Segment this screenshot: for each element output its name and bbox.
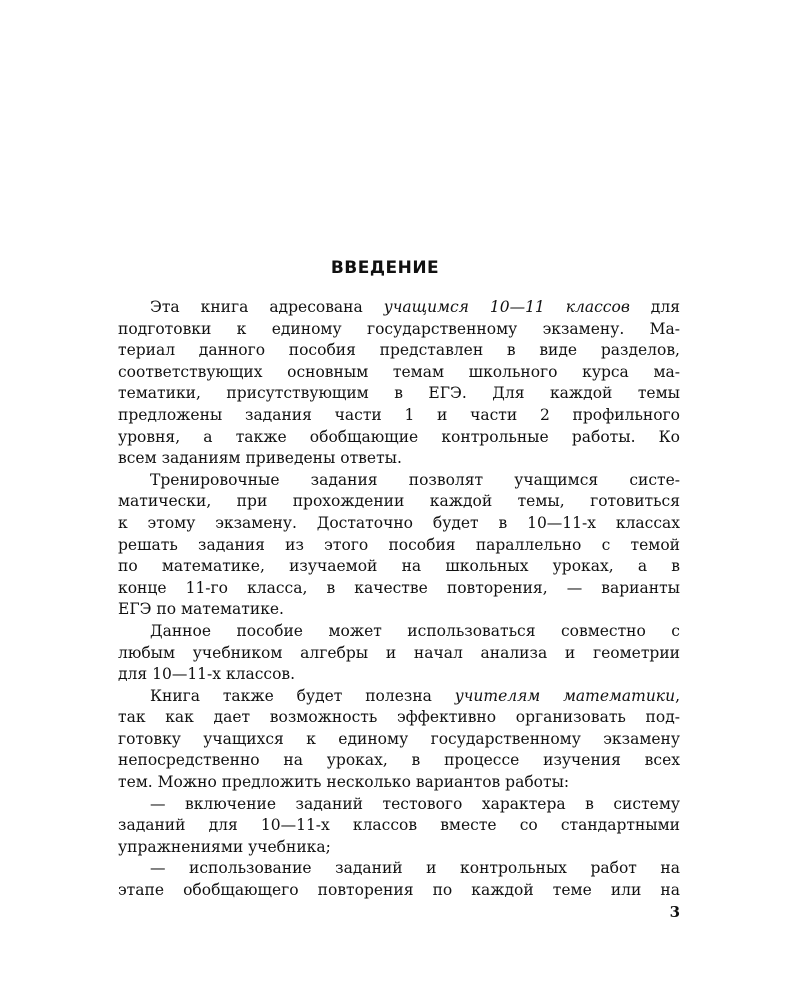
text-line [118,556,680,578]
paragraph [118,686,680,794]
text-run: уровня, а также обобщающие контрольные работы. Ко [118,427,680,446]
text-line [118,405,680,427]
text-line [118,858,680,880]
text-run: Тренировочные задания позволят учащимся систе- [150,470,680,489]
text-line [118,621,680,643]
text-run: тематики, присутствующим в ЕГЭ. Для каждой темы [118,384,680,403]
text-line [118,297,680,319]
text-run: тем. Можно предложить несколько вариантов работы: [118,773,570,792]
text-line [118,794,680,816]
text-line [118,772,680,794]
text-run: любым учебником алгебры и начал анализа и геометрии [118,643,680,662]
text-line [118,880,680,902]
text-line [118,319,680,341]
text-line [118,729,680,751]
page-number: 3 [669,903,680,921]
page-title: ВВЕДЕНИЕ [330,258,440,278]
italic-text: учащимся 10—11 классов [383,298,630,316]
paragraph [118,858,680,901]
text-run: упражнениями учебника; [118,837,331,856]
text-run: матически, при прохождении каждой темы, готовиться [118,492,680,511]
text-line [118,664,680,686]
text-run: , [675,686,680,705]
text-run: непосредственно на уроках, в процессе изучения всех [118,751,680,770]
text-run: так как дает возможность эффективно организовать под- [118,708,680,727]
italic-text: учителям математики [454,686,676,705]
paragraph [118,621,680,686]
paragraph [118,794,680,859]
text-run: ЕГЭ по математике. [118,600,284,619]
text-run: по математике, изучаемой на школьных уроках, а в [118,557,680,576]
text-run: Эта книга адресована [150,298,384,316]
text-run: конце 11-го класса, в качестве повторения, — варианты [118,578,680,597]
text-run: для [629,298,680,316]
text-line [118,535,680,557]
text-line [118,383,680,405]
text-run: Данное пособие может использоваться совместно с [150,621,680,640]
text-line [118,599,680,621]
text-run: — использование заданий и контрольных работ на [150,859,680,878]
text-run: Книга также будет полезна [150,686,455,705]
text-run: готовку учащихся к единому государственному экзамену [118,729,680,748]
text-line [118,427,680,449]
paragraph [118,470,680,621]
text-line [118,340,680,362]
text-run: к этому экзамену. Достаточно будет в 10—11-х классах [118,513,680,532]
text-line [118,578,680,600]
text-line [118,643,680,665]
text-line [118,491,680,513]
text-line [118,513,680,535]
text-run: этапе обобщающего повторения по каждой теме или на [118,881,680,900]
text-run: подготовки к единому государственному экзамену. Ма- [118,319,680,338]
text-run: — включение заданий тестового характера в систему [150,794,680,813]
text-run: заданий для 10—11-х классов вместе со стандартными [118,816,680,835]
text-run: всем заданиям приведены ответы. [118,449,402,468]
text-run: соответствующих основным темам школьного курса ма- [118,362,680,381]
text-line [118,837,680,859]
text-line [118,686,680,708]
body-text [118,297,680,902]
paragraph [118,297,680,470]
text-line [118,750,680,772]
text-run: решать задания из этого пособия параллельно с темой [118,535,680,554]
text-run: для 10—11-х классов. [118,665,296,684]
text-line [118,815,680,837]
text-line [118,362,680,384]
text-line [118,470,680,492]
text-run: предложены задания части 1 и части 2 профильного [118,405,680,424]
text-run: териал данного пособия представлен в виде разделов, [118,341,680,360]
text-line [118,448,680,470]
text-line [118,707,680,729]
